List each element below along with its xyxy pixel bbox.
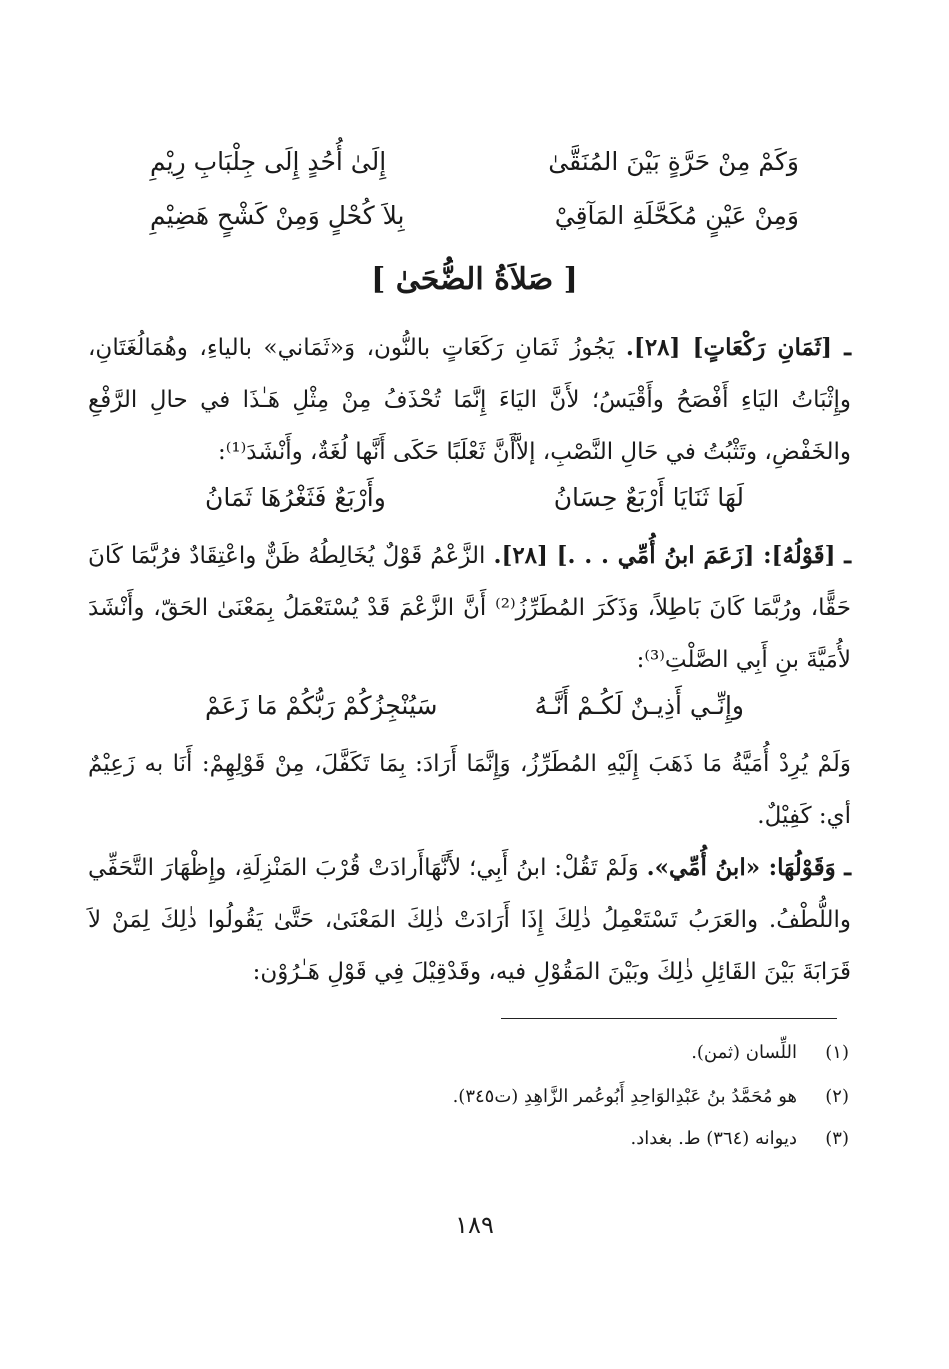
paragraph-body: وَلَمْ يُرِدْ أُمَيَّةُ مَا ذَهَبَ إِلَيْهِ المُطَرِّزُ، وَإِنَّمَا أَرَادَ: بِمَا تَكَفَّلَ، مِنْ قَوْلِهِمْ: أَنَا به زَعِيْمٌ أي: كَفِيْلٌ.: [88, 751, 851, 829]
footnote-1: [100, 1040, 849, 1066]
verse-hemistich-second: وأَرْبَعٌ فَثَغْرُهَا ثَمَانُ: [205, 483, 386, 512]
verse-hemistich-first: وَكَمْ مِنْ حَرَّةٍ بَيْنَ المُنَقَّىٰ: [548, 147, 799, 176]
verse-hemistich-second: بِلاَ كُحْلٍ وَمِنْ كَشْحٍ هَضِيْمِ: [150, 201, 405, 230]
footnote-divider: [501, 1018, 837, 1019]
footnote-text: ديوانه (٣٦٤) ط. بغداد.: [630, 1128, 797, 1149]
verse-hemistich-second: إِلَىٰ أُحُدٍ إِلَى جِلْبَابِ رِيْمِ: [150, 147, 387, 176]
paragraph-lead: ـ [قَوْلُهُ]: [زَعَمَ ابنُ أُمِّي . . .] [٢٨].: [493, 542, 851, 569]
paragraph-lam-yurid: [88, 738, 851, 842]
paragraph-body: وَلَمْ تَقُلْ: ابنُ أَبِي؛ لأَنَّهَاأَرادَتْ قُرْبَ المَنْزِلَةِ، وإِظْهَارَ التَّحَفِّي واللُّطْفُ. والعَرَبُ تَسْتَعْمِلُ ذٰلِكَ إِذَا أَرَادَتْ ذٰلِكَ المَعْنَىٰ، حَتَّىٰ يَقُولُوا ذٰلِكَ لِمَنْ لاَ قَرَابَةَ بَيْنَ القَائِلِ ذٰلِكَ وبَيْنَ المَقُوْلِ فيه، وقَدْقِيْلَ فِي قَوْلِ هَـٰرُوْن:: [88, 855, 851, 985]
paragraph-thaman-rakaat: [88, 322, 851, 478]
paragraph-ibn-ummi: [88, 842, 851, 998]
paragraph-lead: ـ وَقَوْلُهَا: «ابنُ أُمِّي».: [646, 854, 852, 881]
paragraph-body: يَجُوزُ ثَمَانِ رَكَعَاتٍ بالنُّون، وَ«ثَمَاني» بالياءِ، وهُمَالُغَتَانِ، وإِثْبَاتُ اليَاءِ أَفْصَحُ وأَقْيَسُ؛ لأَنَّ اليَاءَ إِنَّمَا تُحْذَفُ مِنْ مِثْلِ هَـٰذَا في حالِ الرَّفْعِ والخَفْضِ، وتَثْبُتُ في حَالِ النَّصْبِ، إلاَّأَنَّ ثَعْلَبًا حَكَى أَنَّها لُغَةٌ، وأَنْشَدَ⁽¹⁾:: [88, 335, 851, 465]
poem-verse-thanaya: [205, 478, 744, 518]
verse-hemistich-second: سَيُنْجِزُكُمْ رَبُّكُمْ مَا زَعَمْ: [205, 691, 438, 720]
paragraph-lead: ـ [ثَمَانِ رَكْعَاتٍ] [٢٨].: [625, 334, 851, 361]
poem-verse-2: [150, 196, 799, 236]
footnote-number: (٣): [825, 1128, 849, 1149]
footnote-2: [100, 1084, 849, 1110]
poem-verse-umayya: [205, 686, 744, 726]
paragraph-zaama: [88, 530, 851, 686]
footnote-number: (١): [825, 1042, 849, 1063]
verse-hemistich-first: وإِنِّـي أَذِيـنٌ لَكُـمْ أَنَّـهُ: [534, 691, 744, 720]
paragraph-body: الزَّعْمُ قَوْلٌ يُخَالِطُهُ ظَنٌّ واعْتِقَادٌ فرُبَّمَا كَانَ حَقًّا، ورُبَّمَا كَانَ بَاطِلاً، وَذَكَرَ المُطَرِّزُ⁽²⁾ أَنَّ الزَّعْمَ قَدْ يُسْتَعْمَلُ بِمَعْنَىٰ الحَقّ، وأَنْشَدَ لأُمَيَّةَ بنِ أَبِي الصَّلْتِ⁽³⁾:: [88, 543, 851, 673]
poem-verse-1: [150, 142, 799, 182]
section-heading: [ صَلاَةُ الضُّحَىٰ ]: [371, 262, 578, 297]
page-number: ١٨٩: [455, 1211, 494, 1239]
verse-hemistich-first: لَهَا ثَنَايَا أَرْبَعٌ حِسَانُ: [553, 483, 744, 512]
footnote-text: هو مُحَمَّدُ بنُ عَبْدِالوَاحِدِ أَبُوعُمر الزَّاهِدِ (ت٣٤٥).: [452, 1086, 797, 1107]
footnote-text: اللِّسان (ثمن).: [691, 1042, 797, 1063]
footnote-3: [100, 1126, 849, 1152]
footnote-number: (٢): [825, 1086, 849, 1107]
verse-hemistich-first: وَمِنْ عَيْنٍ مُكَحَّلَةِ المَآقِيْ: [554, 201, 799, 230]
